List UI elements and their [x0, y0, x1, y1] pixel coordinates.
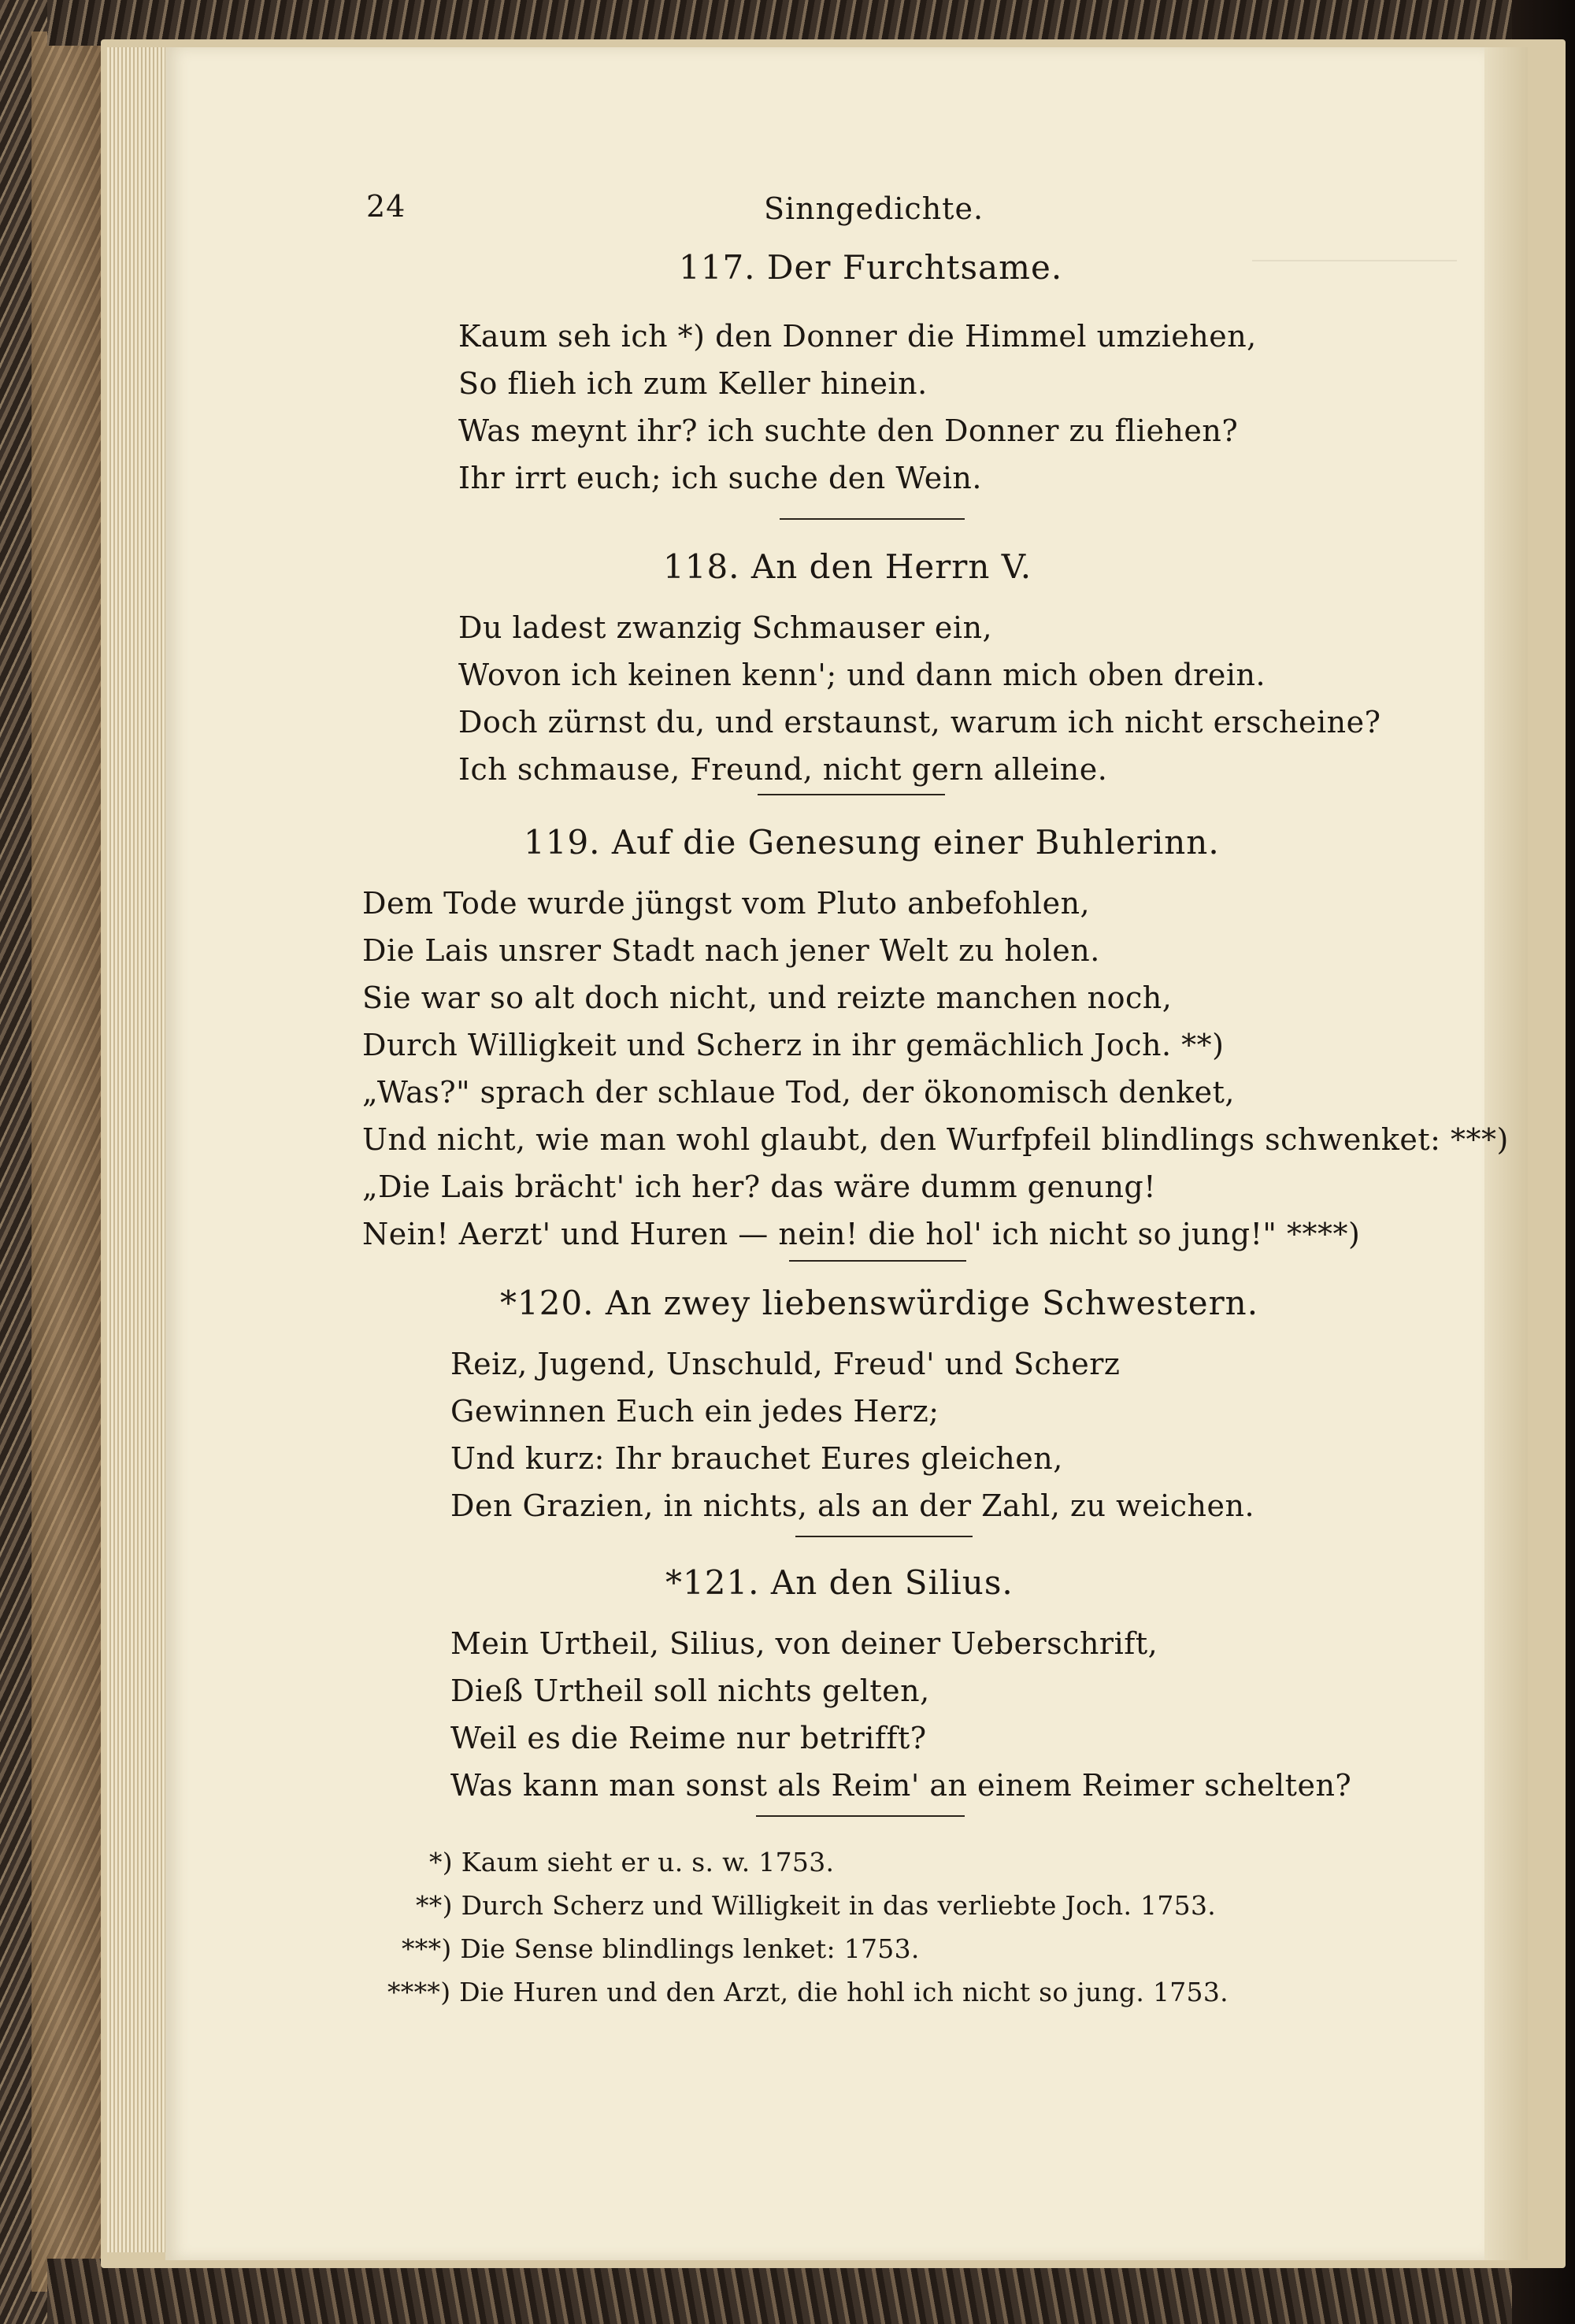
poem-line: Gewinnen Euch ein jedes Herz; — [450, 1394, 939, 1429]
poem-line: Ihr irrt euch; ich suche den Wein. — [458, 461, 982, 495]
poem-line: Und kurz: Ihr brauchet Eures gleichen, — [450, 1441, 1063, 1476]
poem-title: *121. An den Silius. — [665, 1563, 1014, 1602]
poem-title: 117. Der Furchtsame. — [679, 248, 1063, 287]
section-divider — [758, 794, 945, 795]
section-divider — [789, 1260, 966, 1262]
poem-line: Und nicht, wie man wohl glaubt, den Wurfpfeil blindlings schwenket: ***) — [362, 1122, 1509, 1157]
footnote: *) Kaum sieht er u. s. w. 1753. — [429, 1847, 835, 1877]
poem-title: 118. An den Herrn V. — [663, 547, 1032, 586]
book-page — [165, 47, 1509, 2260]
footnote: ****) Die Huren und den Arzt, die hohl ich nicht so jung. 1753. — [387, 1977, 1228, 2007]
section-divider — [780, 518, 965, 520]
poem-line: Du ladest zwanzig Schmauser ein, — [458, 610, 993, 645]
poem-line: So flieh ich zum Keller hinein. — [458, 366, 928, 401]
poem-line: Was kann man sonst als Reim' an einem Reimer schelten? — [450, 1768, 1352, 1803]
poem-title: *120. An zwey liebenswürdige Schwestern. — [500, 1284, 1259, 1322]
poem-line: Sie war so alt doch nicht, und reizte manchen noch, — [362, 980, 1173, 1015]
poem-line: Dieß Urtheil soll nichts gelten, — [450, 1674, 930, 1708]
poem-line: Die Lais unsrer Stadt nach jener Welt zu holen. — [362, 933, 1100, 968]
poem-line: Was meynt ihr? ich suchte den Donner zu fliehen? — [458, 413, 1239, 448]
poem-line: Wovon ich keinen kenn'; und dann mich oben drein. — [458, 658, 1266, 692]
poem-line: Weil es die Reime nur betrifft? — [450, 1721, 927, 1755]
poem-line: Mein Urtheil, Silius, von deiner Ueberschrift, — [450, 1626, 1158, 1661]
section-divider — [795, 1536, 973, 1537]
page-number: 24 — [366, 189, 406, 224]
poem-title: 119. Auf die Genesung einer Buhlerinn. — [524, 823, 1220, 862]
footnote-divider — [756, 1815, 965, 1817]
poem-line: Dem Tode wurde jüngst vom Pluto anbefohlen, — [362, 886, 1091, 921]
marbled-cover-bottom — [47, 2259, 1512, 2324]
footnote: ***) Die Sense blindlings lenket: 1753. — [402, 1933, 920, 1964]
poem-line: Reiz, Jugend, Unschuld, Freud' und Scherz — [450, 1347, 1121, 1381]
poem-line: „Was?" sprach der schlaue Tod, der ökonomisch denket, — [362, 1075, 1235, 1110]
poem-line: „Die Lais brächt' ich her? das wäre dumm genung! — [362, 1169, 1157, 1204]
poem-line: Doch zürnst du, und erstaunst, warum ich nicht erscheine? — [458, 705, 1381, 739]
poem-line: Kaum seh ich *) den Donner die Himmel umziehen, — [458, 319, 1257, 354]
footnote: **) Durch Scherz und Willigkeit in das verliebte Joch. 1753. — [416, 1890, 1217, 1921]
poem-line: Ich schmause, Freund, nicht gern alleine. — [458, 752, 1108, 787]
show-through — [1252, 260, 1457, 261]
poem-line: Durch Willigkeit und Scherz in ihr gemächlich Joch. **) — [362, 1028, 1225, 1062]
running-title: Sinngedichte. — [764, 191, 984, 226]
poem-line: Den Grazien, in nichts, als an der Zahl, zu weichen. — [450, 1488, 1255, 1523]
poem-line: Nein! Aerzt' und Huren — nein! die hol' ich nicht so jung!" ****) — [362, 1217, 1361, 1251]
